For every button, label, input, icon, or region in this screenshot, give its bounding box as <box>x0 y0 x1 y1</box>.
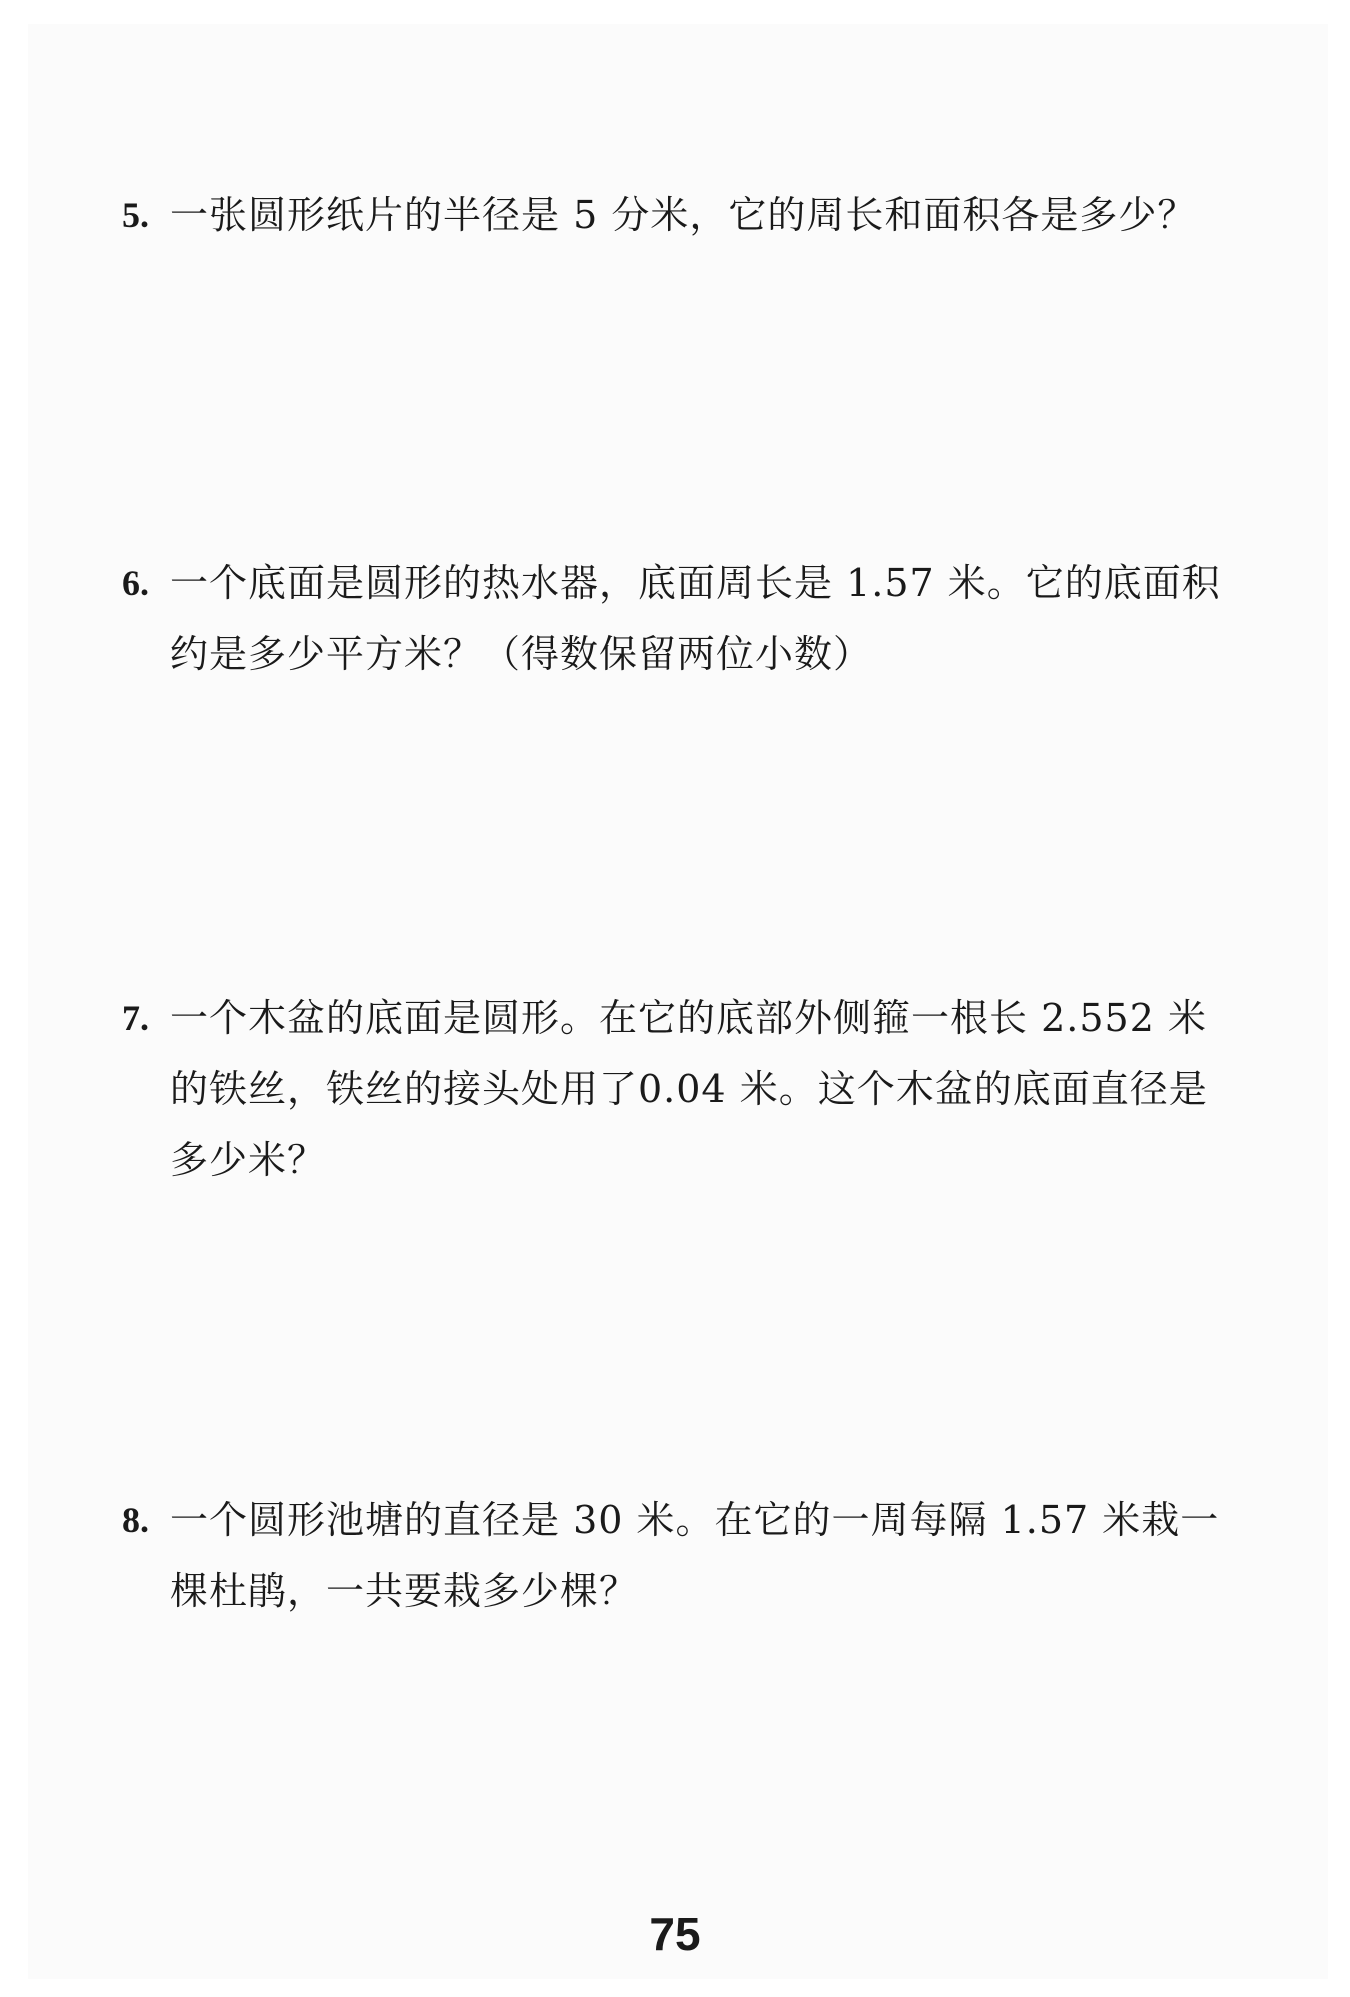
problem-text-line: 多少米？ <box>170 1138 327 1182</box>
problem-number: 7. <box>122 998 149 1038</box>
problem-6 <box>122 548 1221 690</box>
problem-text-line: 一个圆形池塘的直径是 30 米。在它的一周每隔 1.57 米栽一 <box>170 1498 1220 1542</box>
problem-number: 6. <box>122 563 149 603</box>
problem-5 <box>122 180 1212 251</box>
problem-number: 8. <box>122 1500 149 1540</box>
problem-7 <box>122 983 1212 1196</box>
problem-text-line: 棵杜鹃，一共要栽多少棵？ <box>170 1569 639 1613</box>
problem-text-line: 约是多少平方米？（得数保留两位小数） <box>170 632 873 676</box>
problem-text-line: 一个木盆的底面是圆形。在它的底部外侧箍一根长 2.552 米 <box>170 996 1207 1040</box>
problem-8 <box>122 1485 1220 1627</box>
page-number: 75 <box>649 1908 701 1960</box>
problem-text-line: 的铁丝，铁丝的接头处用了0.04 米。这个木盆的底面直径是 <box>170 1067 1208 1111</box>
problem-text-line: 一张圆形纸片的半径是 5 分米，它的周长和面积各是多少？ <box>170 193 1197 237</box>
problem-text-line: 一个底面是圆形的热水器，底面周长是 1.57 米。它的底面积 <box>170 561 1221 605</box>
problem-number: 5. <box>122 195 149 235</box>
